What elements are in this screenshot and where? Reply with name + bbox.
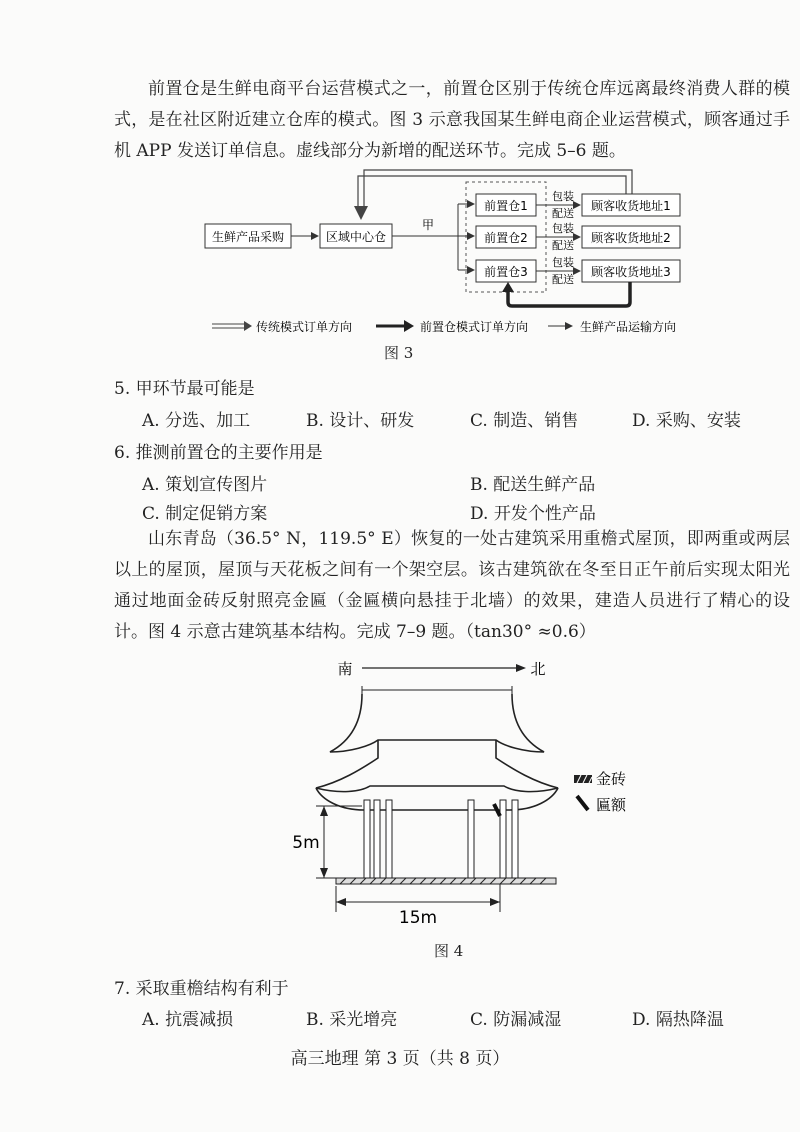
jia-label: 甲 [421, 218, 435, 232]
question-6-option-c[interactable]: C. 制定促销方案 [142, 504, 268, 524]
front-warehouse-1-label: 前置仓1 [484, 199, 528, 213]
figure-3-diagram [0, 166, 800, 336]
customer-3-label: 顾客收货地址3 [591, 265, 671, 279]
intro-paragraph-1: 前置仓是生鲜电商平台运营模式之一，前置仓区别于传统仓库远离最终消费人群的模式，是在社区附近建立仓库的模式。图 3 示意我国某生鲜电商企业运营模式，顾客通过手机 APP 发送订单信息。虚线部分为新增的配送环节。完成 5–6 题。 [114, 79, 790, 161]
page-footer: 高三地理 第 3 页（共 8 页） [290, 1049, 510, 1069]
customer-2-label: 顾客收货地址2 [591, 231, 671, 245]
question-6-option-a[interactable]: A. 策划宣传图片 [142, 475, 268, 495]
question-7-option-d[interactable]: D. 隔热降温 [632, 1010, 724, 1030]
customer-1-label: 顾客收货地址1 [591, 199, 671, 213]
south-label: 南 [337, 660, 353, 678]
legend-plaque: 匾额 [596, 796, 627, 814]
question-6-option-b[interactable]: B. 配送生鲜产品 [470, 475, 596, 495]
height-label: 5m [292, 833, 320, 853]
deliver-label-1: 配送 [552, 207, 574, 220]
figure-4-diagram [0, 650, 800, 930]
question-6-option-d[interactable]: D. 开发个性产品 [470, 504, 596, 524]
front-warehouse-3-label: 前置仓3 [484, 265, 528, 279]
question-5-option-c[interactable]: C. 制造、销售 [470, 411, 579, 431]
question-6-stem: 6. 推测前置仓的主要作用是 [114, 443, 323, 463]
pack-label-1: 包装 [552, 190, 574, 203]
pack-label-3: 包装 [552, 256, 574, 269]
question-5-stem: 5. 甲环节最可能是 [114, 379, 255, 399]
question-7-option-a[interactable]: A. 抗震减损 [142, 1010, 234, 1030]
question-5-option-d[interactable]: D. 采购、安装 [632, 411, 741, 431]
figure-3-caption: 图 3 [384, 344, 414, 362]
center-warehouse-label: 区域中心仓 [325, 230, 387, 244]
question-7-stem: 7. 采取重檐结构有利于 [114, 979, 289, 999]
question-7-option-b[interactable]: B. 采光增亮 [306, 1010, 398, 1030]
question-7-option-c[interactable]: C. 防漏减湿 [470, 1010, 562, 1030]
width-label: 15m [398, 908, 438, 928]
legend-brick: 金砖 [596, 770, 627, 788]
figure-4-caption: 图 4 [434, 942, 464, 960]
deliver-label-2: 配送 [552, 239, 574, 252]
deliver-label-3: 配送 [552, 273, 574, 286]
question-5-option-a[interactable]: A. 分选、加工 [142, 411, 251, 431]
question-5-option-b[interactable]: B. 设计、研发 [306, 411, 415, 431]
pack-label-2: 包装 [552, 222, 574, 235]
north-label: 北 [530, 660, 546, 678]
legend-front: 前置仓模式订单方向 [420, 320, 529, 334]
legend-transport: 生鲜产品运输方向 [580, 320, 677, 334]
legend-traditional: 传统模式订单方向 [256, 320, 353, 334]
front-warehouse-2-label: 前置仓2 [484, 231, 528, 245]
intro-paragraph-2: 山东青岛（36.5° N，119.5° E）恢复的一处古建筑采用重檐式屋顶，即两重或两层以上的屋顶，屋顶与天花板之间有一个架空层。该古建筑欲在冬至日正午前后实现太阳光通过地面金砖反射照亮金匾（金匾横向悬挂于北墙）的效果，建造人员进行了精心的设计。图 4 示意古建筑基本结构。完成 7–9 题。（tan30° ≈0.6） [114, 529, 790, 642]
procurement-label: 生鲜产品采购 [211, 230, 285, 244]
